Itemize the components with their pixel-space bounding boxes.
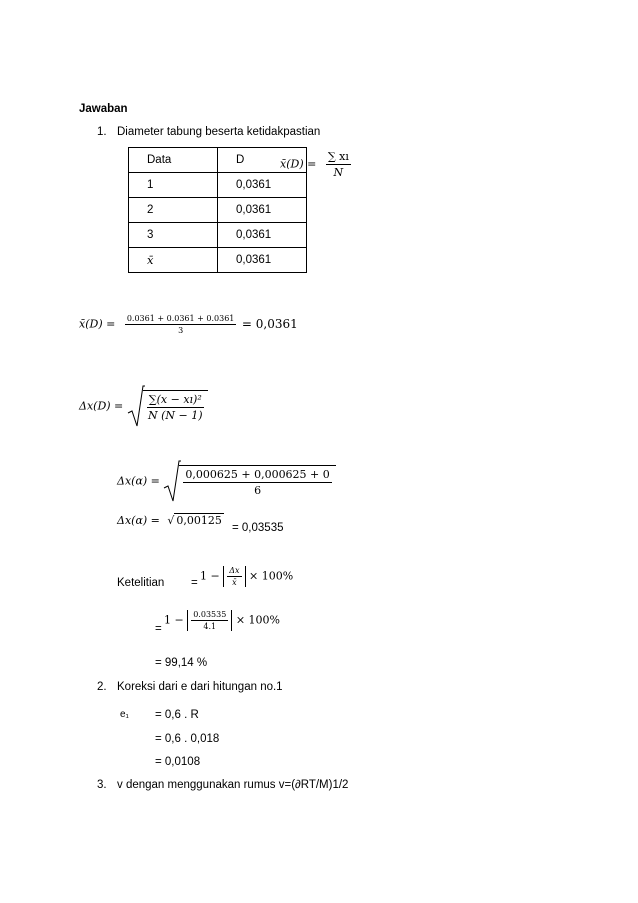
item-1-text: Diameter tabung beserta ketidakpastian [117, 126, 321, 138]
mean-formula-lhs: x̄(D) = [280, 157, 317, 171]
uncertainty-calc1-numerator: 0,000625 + 0,000625 + 0 [185, 468, 330, 481]
table-cell: x̄ [129, 248, 218, 273]
accuracy-equals-2: = [155, 623, 162, 635]
uncertainty-formula-lhs: Δx(D) = [79, 399, 124, 413]
table-cell: 0,0361 [218, 248, 307, 273]
item-2-text: Koreksi dari e dari hitungan no.1 [117, 681, 283, 693]
uncertainty-calculation-1 [117, 460, 336, 502]
accuracy-formula: 1 − $\frac{\Delta x}{x̄}$ × 100% [200, 566, 294, 587]
uncertainty-calc2-lhs: Δx(α) = [117, 514, 160, 527]
mean-formula-denominator: N [333, 166, 344, 179]
accuracy-fraction-numerator: Δx [229, 566, 240, 575]
accuracy-sub-numerator: 0.03535 [193, 610, 227, 619]
table-header-cell: Data [129, 148, 218, 173]
mean-calc-lhs: x̄(D) = [79, 317, 116, 331]
table-cell: 0,0361 [218, 173, 307, 198]
item-2-number: 2. [97, 681, 107, 693]
item-1-number: 1. [97, 126, 107, 138]
table-cell: 0,0361 [218, 223, 307, 248]
uncertainty-formula-numerator: ∑(x − xı)² [148, 393, 202, 406]
mean-formula-numerator: ∑ xı [327, 150, 349, 163]
table-row [129, 248, 307, 273]
accuracy-result: = 99,14 % [155, 657, 208, 669]
correction-line-3: = 0,0108 [155, 756, 201, 768]
accuracy-sub-denominator: 4.1 [203, 622, 217, 631]
uncertainty-calc1-lhs: Δx(α) = [117, 474, 160, 488]
table-cell: 2 [129, 198, 218, 223]
item-3-number: 3. [97, 779, 107, 791]
mean-calc-numerator: 0.0361 + 0.0361 + 0.0361 [126, 314, 235, 323]
table-row [129, 223, 307, 248]
uncertainty-calc1-denominator: 6 [254, 484, 262, 497]
accuracy-substitution: 1 − $\frac{0.03535}{4.1}$ × 100% [164, 610, 280, 631]
mean-formula [280, 150, 351, 179]
uncertainty-calc2-root: 0,00125 [176, 514, 222, 527]
correction-line-1: = 0,6 . R [155, 709, 199, 721]
uncertainty-formula-denominator: N (N − 1) [147, 409, 203, 422]
table-header-cell: D [218, 148, 307, 173]
table-cell: 3 [129, 223, 218, 248]
accuracy-fraction-denominator: x̄ [232, 578, 237, 587]
accuracy-label: Ketelitian [117, 577, 165, 589]
table-cell: 0,0361 [218, 198, 307, 223]
uncertainty-calc2-result: = 0,03535 [232, 522, 284, 534]
mean-calc-result: = 0,0361 [241, 316, 298, 331]
mean-calculation [79, 314, 298, 335]
correction-label: e₁ [120, 709, 129, 720]
uncertainty-formula [79, 385, 208, 427]
mean-calc-denominator: 3 [178, 326, 184, 335]
answer-heading: Jawaban [79, 103, 128, 115]
uncertainty-calculation-2: Δx(α) = √ 0,00125 [117, 514, 222, 527]
correction-line-2: = 0,6 . 0,018 [155, 733, 220, 745]
table-cell: 1 [129, 173, 218, 198]
item-3-text: v dengan menggunakan rumus v=(∂RT/M)1/2 [117, 779, 349, 791]
accuracy-equals: = [191, 577, 198, 589]
table-row [129, 198, 307, 223]
